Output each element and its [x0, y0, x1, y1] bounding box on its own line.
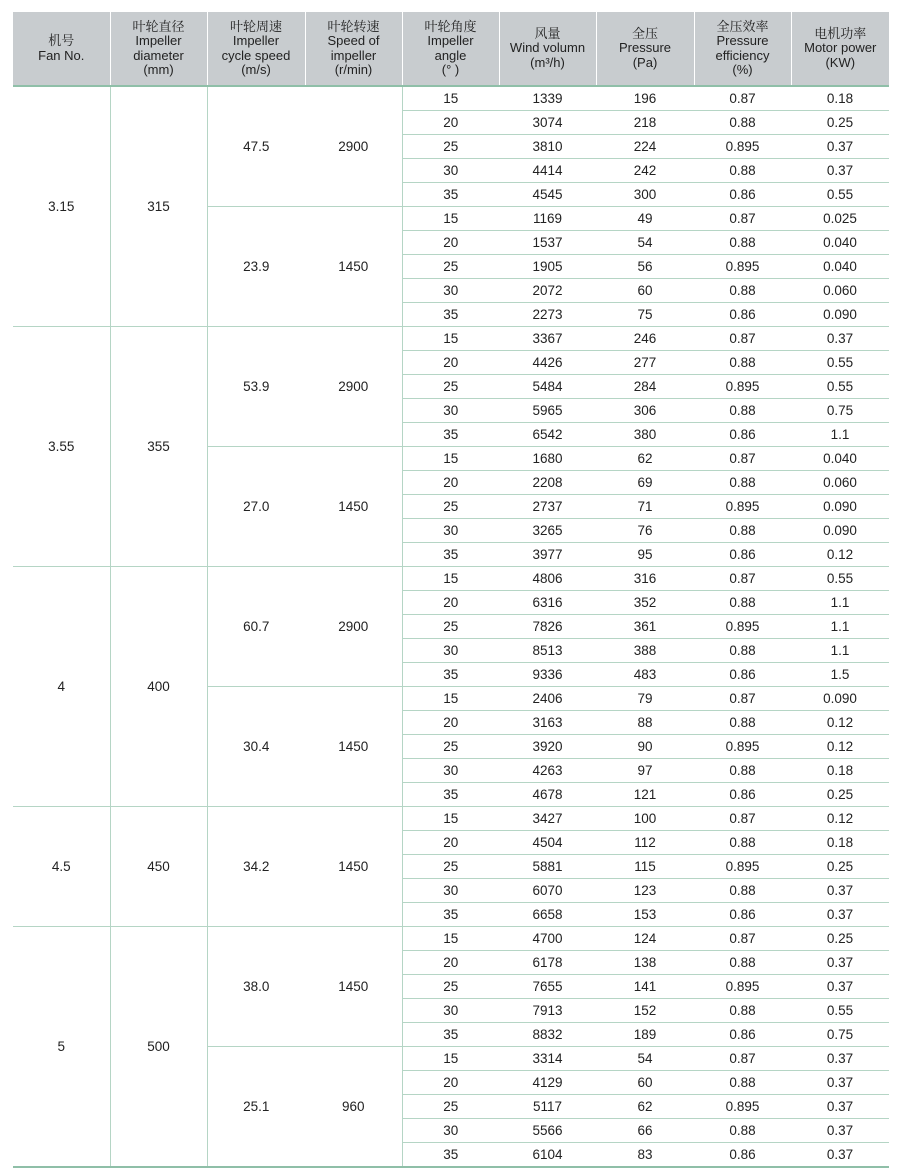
cell-wind-volume: 5566 [499, 1119, 596, 1143]
cell-pressure-efficiency: 0.895 [694, 975, 791, 999]
cell-motor-power: 0.040 [791, 255, 889, 279]
cell-motor-power: 0.25 [791, 855, 889, 879]
cell-impeller-angle: 30 [402, 399, 499, 423]
cell-motor-power: 0.090 [791, 495, 889, 519]
cell-impeller-diameter: 355 [110, 327, 207, 567]
cell-impeller-angle: 15 [402, 327, 499, 351]
cell-pressure: 138 [596, 951, 694, 975]
cell-motor-power: 0.090 [791, 303, 889, 327]
cell-wind-volume: 6070 [499, 879, 596, 903]
cell-impeller-speed: 2900 [305, 327, 402, 447]
cell-motor-power: 1.1 [791, 615, 889, 639]
cell-cycle-speed: 53.9 [207, 327, 305, 447]
cell-pressure-efficiency: 0.86 [694, 1023, 791, 1047]
cell-motor-power: 0.18 [791, 759, 889, 783]
cell-pressure: 76 [596, 519, 694, 543]
cell-impeller-angle: 25 [402, 375, 499, 399]
cell-cycle-speed: 47.5 [207, 86, 305, 207]
cell-pressure-efficiency: 0.88 [694, 279, 791, 303]
cell-pressure-efficiency: 0.88 [694, 471, 791, 495]
cell-wind-volume: 6542 [499, 423, 596, 447]
cell-pressure: 66 [596, 1119, 694, 1143]
cell-impeller-angle: 30 [402, 519, 499, 543]
cell-cycle-speed: 34.2 [207, 807, 305, 927]
table-row [13, 567, 889, 591]
cell-pressure-efficiency: 0.88 [694, 639, 791, 663]
cell-fan-no: 4 [13, 567, 110, 807]
cell-motor-power: 1.1 [791, 423, 889, 447]
cell-pressure-efficiency: 0.88 [694, 999, 791, 1023]
cell-motor-power: 0.25 [791, 111, 889, 135]
cell-wind-volume: 1339 [499, 86, 596, 111]
cell-motor-power: 0.55 [791, 375, 889, 399]
header-pressure: 全压 Pressure (Pa) [596, 12, 694, 86]
cell-motor-power: 0.025 [791, 207, 889, 231]
cell-wind-volume: 2208 [499, 471, 596, 495]
cell-pressure-efficiency: 0.88 [694, 111, 791, 135]
cell-pressure: 242 [596, 159, 694, 183]
cell-pressure: 388 [596, 639, 694, 663]
cell-impeller-angle: 35 [402, 1143, 499, 1168]
cell-pressure-efficiency: 0.88 [694, 159, 791, 183]
cell-wind-volume: 1680 [499, 447, 596, 471]
cell-motor-power: 0.55 [791, 183, 889, 207]
cell-pressure-efficiency: 0.87 [694, 1047, 791, 1071]
cell-pressure: 284 [596, 375, 694, 399]
cell-pressure-efficiency: 0.86 [694, 183, 791, 207]
cell-wind-volume: 4806 [499, 567, 596, 591]
cell-impeller-diameter: 450 [110, 807, 207, 927]
cell-impeller-angle: 30 [402, 879, 499, 903]
table-header-row [13, 12, 889, 86]
cell-impeller-angle: 35 [402, 303, 499, 327]
cell-wind-volume: 3427 [499, 807, 596, 831]
cell-pressure-efficiency: 0.88 [694, 231, 791, 255]
cell-pressure-efficiency: 0.86 [694, 663, 791, 687]
cell-pressure: 75 [596, 303, 694, 327]
cell-pressure-efficiency: 0.895 [694, 495, 791, 519]
cell-impeller-angle: 20 [402, 1071, 499, 1095]
cell-pressure-efficiency: 0.88 [694, 1119, 791, 1143]
cell-pressure-efficiency: 0.895 [694, 1095, 791, 1119]
header-impeller-diameter: 叶轮直径 Impeller diameter (mm) [110, 12, 207, 86]
cell-motor-power: 0.060 [791, 279, 889, 303]
cell-pressure: 224 [596, 135, 694, 159]
cell-motor-power: 0.12 [791, 543, 889, 567]
cell-impeller-angle: 35 [402, 663, 499, 687]
cell-pressure: 62 [596, 447, 694, 471]
cell-pressure-efficiency: 0.87 [694, 927, 791, 951]
cell-motor-power: 0.37 [791, 903, 889, 927]
cell-motor-power: 0.060 [791, 471, 889, 495]
cell-pressure-efficiency: 0.895 [694, 255, 791, 279]
cell-pressure-efficiency: 0.87 [694, 807, 791, 831]
cell-impeller-angle: 35 [402, 183, 499, 207]
cell-impeller-angle: 15 [402, 927, 499, 951]
cell-fan-no: 4.5 [13, 807, 110, 927]
cell-pressure-efficiency: 0.86 [694, 303, 791, 327]
cell-motor-power: 0.18 [791, 831, 889, 855]
cell-impeller-angle: 30 [402, 759, 499, 783]
cell-pressure: 380 [596, 423, 694, 447]
cell-pressure: 316 [596, 567, 694, 591]
cell-impeller-speed: 960 [305, 1047, 402, 1168]
cell-fan-no: 3.55 [13, 327, 110, 567]
cell-pressure-efficiency: 0.895 [694, 735, 791, 759]
cell-wind-volume: 4678 [499, 783, 596, 807]
cell-pressure: 71 [596, 495, 694, 519]
cell-impeller-angle: 25 [402, 615, 499, 639]
cell-pressure-efficiency: 0.86 [694, 423, 791, 447]
cell-wind-volume: 3265 [499, 519, 596, 543]
cell-wind-volume: 6178 [499, 951, 596, 975]
cell-pressure-efficiency: 0.895 [694, 615, 791, 639]
header-fan-no: 机号 Fan No. [13, 12, 110, 86]
cell-impeller-angle: 25 [402, 135, 499, 159]
cell-impeller-angle: 25 [402, 1095, 499, 1119]
cell-impeller-angle: 35 [402, 903, 499, 927]
header-wind-volume: 风量 Wind volumn (m³/h) [499, 12, 596, 86]
table-row [13, 86, 889, 111]
cell-impeller-speed: 1450 [305, 447, 402, 567]
cell-motor-power: 0.37 [791, 975, 889, 999]
cell-motor-power: 0.37 [791, 1095, 889, 1119]
cell-pressure-efficiency: 0.895 [694, 855, 791, 879]
cell-pressure: 115 [596, 855, 694, 879]
cell-wind-volume: 9336 [499, 663, 596, 687]
cell-wind-volume: 4263 [499, 759, 596, 783]
cell-pressure: 88 [596, 711, 694, 735]
cell-wind-volume: 4129 [499, 1071, 596, 1095]
cell-motor-power: 0.37 [791, 1071, 889, 1095]
cell-motor-power: 1.1 [791, 591, 889, 615]
cell-wind-volume: 6658 [499, 903, 596, 927]
cell-fan-no: 5 [13, 927, 110, 1168]
cell-pressure: 361 [596, 615, 694, 639]
cell-pressure: 300 [596, 183, 694, 207]
cell-impeller-angle: 20 [402, 351, 499, 375]
cell-wind-volume: 4700 [499, 927, 596, 951]
cell-impeller-angle: 30 [402, 279, 499, 303]
cell-pressure-efficiency: 0.87 [694, 567, 791, 591]
cell-pressure-efficiency: 0.88 [694, 591, 791, 615]
header-cycle-speed: 叶轮周速 Impeller cycle speed (m/s) [207, 12, 305, 86]
cell-cycle-speed: 38.0 [207, 927, 305, 1047]
cell-impeller-angle: 35 [402, 1023, 499, 1047]
cell-motor-power: 0.040 [791, 231, 889, 255]
fan-performance-table [13, 12, 889, 1168]
cell-impeller-speed: 1450 [305, 807, 402, 927]
cell-pressure-efficiency: 0.88 [694, 879, 791, 903]
cell-pressure: 121 [596, 783, 694, 807]
cell-pressure: 69 [596, 471, 694, 495]
cell-motor-power: 0.12 [791, 711, 889, 735]
table-row [13, 807, 889, 831]
cell-impeller-speed: 1450 [305, 927, 402, 1047]
cell-wind-volume: 1169 [499, 207, 596, 231]
cell-impeller-angle: 15 [402, 207, 499, 231]
header-motor-power: 电机功率 Motor power (KW) [791, 12, 889, 86]
cell-pressure-efficiency: 0.88 [694, 711, 791, 735]
cell-wind-volume: 2072 [499, 279, 596, 303]
table-body [13, 86, 889, 1167]
cell-pressure: 95 [596, 543, 694, 567]
cell-wind-volume: 5484 [499, 375, 596, 399]
cell-pressure-efficiency: 0.88 [694, 831, 791, 855]
cell-impeller-angle: 25 [402, 855, 499, 879]
cell-motor-power: 0.37 [791, 1119, 889, 1143]
cell-impeller-angle: 20 [402, 711, 499, 735]
cell-impeller-angle: 15 [402, 86, 499, 111]
cell-wind-volume: 5881 [499, 855, 596, 879]
cell-pressure: 189 [596, 1023, 694, 1047]
cell-motor-power: 0.37 [791, 951, 889, 975]
cell-impeller-angle: 20 [402, 591, 499, 615]
cell-wind-volume: 3920 [499, 735, 596, 759]
cell-impeller-angle: 15 [402, 567, 499, 591]
cell-motor-power: 0.55 [791, 351, 889, 375]
cell-impeller-diameter: 315 [110, 86, 207, 327]
cell-pressure-efficiency: 0.87 [694, 327, 791, 351]
cell-impeller-angle: 35 [402, 423, 499, 447]
cell-impeller-angle: 30 [402, 639, 499, 663]
cell-impeller-angle: 20 [402, 471, 499, 495]
cell-wind-volume: 3977 [499, 543, 596, 567]
cell-pressure-efficiency: 0.88 [694, 399, 791, 423]
cell-motor-power: 0.12 [791, 807, 889, 831]
cell-wind-volume: 4414 [499, 159, 596, 183]
cell-motor-power: 0.37 [791, 135, 889, 159]
cell-impeller-diameter: 400 [110, 567, 207, 807]
cell-pressure: 141 [596, 975, 694, 999]
cell-pressure: 97 [596, 759, 694, 783]
cell-pressure: 83 [596, 1143, 694, 1168]
cell-pressure: 218 [596, 111, 694, 135]
cell-fan-no: 3.15 [13, 86, 110, 327]
cell-impeller-angle: 25 [402, 255, 499, 279]
cell-impeller-angle: 25 [402, 495, 499, 519]
cell-pressure: 246 [596, 327, 694, 351]
cell-motor-power: 0.37 [791, 879, 889, 903]
cell-motor-power: 0.040 [791, 447, 889, 471]
cell-impeller-angle: 20 [402, 111, 499, 135]
cell-pressure: 196 [596, 86, 694, 111]
cell-pressure-efficiency: 0.87 [694, 207, 791, 231]
cell-cycle-speed: 25.1 [207, 1047, 305, 1168]
cell-motor-power: 0.090 [791, 519, 889, 543]
table-row [13, 327, 889, 351]
cell-pressure: 54 [596, 231, 694, 255]
cell-pressure: 60 [596, 279, 694, 303]
cell-pressure: 277 [596, 351, 694, 375]
cell-wind-volume: 4426 [499, 351, 596, 375]
cell-impeller-angle: 15 [402, 807, 499, 831]
cell-motor-power: 0.25 [791, 783, 889, 807]
cell-motor-power: 0.55 [791, 999, 889, 1023]
cell-wind-volume: 4504 [499, 831, 596, 855]
cell-impeller-diameter: 500 [110, 927, 207, 1168]
cell-wind-volume: 6104 [499, 1143, 596, 1168]
cell-pressure: 112 [596, 831, 694, 855]
cell-wind-volume: 8832 [499, 1023, 596, 1047]
cell-motor-power: 1.1 [791, 639, 889, 663]
cell-pressure: 153 [596, 903, 694, 927]
cell-motor-power: 0.75 [791, 399, 889, 423]
cell-pressure: 152 [596, 999, 694, 1023]
cell-wind-volume: 3163 [499, 711, 596, 735]
cell-motor-power: 0.55 [791, 567, 889, 591]
cell-pressure-efficiency: 0.86 [694, 1143, 791, 1168]
cell-pressure-efficiency: 0.895 [694, 375, 791, 399]
cell-impeller-angle: 30 [402, 159, 499, 183]
cell-wind-volume: 1537 [499, 231, 596, 255]
cell-pressure: 56 [596, 255, 694, 279]
cell-pressure-efficiency: 0.87 [694, 447, 791, 471]
cell-pressure: 123 [596, 879, 694, 903]
cell-pressure: 49 [596, 207, 694, 231]
header-rotation-speed: 叶轮转速 Speed of impeller (r/min) [305, 12, 402, 86]
cell-impeller-angle: 20 [402, 231, 499, 255]
cell-impeller-angle: 25 [402, 735, 499, 759]
cell-motor-power: 0.090 [791, 687, 889, 711]
cell-wind-volume: 5117 [499, 1095, 596, 1119]
cell-motor-power: 0.37 [791, 1047, 889, 1071]
cell-pressure-efficiency: 0.88 [694, 1071, 791, 1095]
cell-impeller-speed: 2900 [305, 567, 402, 687]
cell-pressure-efficiency: 0.88 [694, 951, 791, 975]
table-row [13, 927, 889, 951]
cell-pressure-efficiency: 0.86 [694, 903, 791, 927]
cell-wind-volume: 2273 [499, 303, 596, 327]
cell-wind-volume: 3074 [499, 111, 596, 135]
cell-impeller-angle: 15 [402, 687, 499, 711]
cell-pressure-efficiency: 0.88 [694, 519, 791, 543]
cell-motor-power: 1.5 [791, 663, 889, 687]
cell-pressure-efficiency: 0.88 [694, 759, 791, 783]
cell-impeller-angle: 20 [402, 951, 499, 975]
cell-pressure: 54 [596, 1047, 694, 1071]
cell-wind-volume: 3367 [499, 327, 596, 351]
cell-wind-volume: 7913 [499, 999, 596, 1023]
cell-pressure-efficiency: 0.895 [694, 135, 791, 159]
cell-impeller-angle: 35 [402, 783, 499, 807]
cell-impeller-angle: 30 [402, 999, 499, 1023]
cell-wind-volume: 7826 [499, 615, 596, 639]
cell-pressure: 124 [596, 927, 694, 951]
cell-motor-power: 0.25 [791, 927, 889, 951]
cell-motor-power: 0.37 [791, 159, 889, 183]
cell-wind-volume: 3314 [499, 1047, 596, 1071]
cell-pressure: 306 [596, 399, 694, 423]
header-pressure-efficiency: 全压效率 Pressure efficiency (%) [694, 12, 791, 86]
cell-impeller-angle: 20 [402, 831, 499, 855]
cell-pressure: 60 [596, 1071, 694, 1095]
cell-motor-power: 0.37 [791, 327, 889, 351]
cell-cycle-speed: 23.9 [207, 207, 305, 327]
cell-pressure: 79 [596, 687, 694, 711]
cell-motor-power: 0.75 [791, 1023, 889, 1047]
cell-pressure-efficiency: 0.86 [694, 543, 791, 567]
cell-pressure-efficiency: 0.88 [694, 351, 791, 375]
cell-wind-volume: 5965 [499, 399, 596, 423]
cell-impeller-angle: 15 [402, 447, 499, 471]
cell-pressure: 90 [596, 735, 694, 759]
cell-cycle-speed: 60.7 [207, 567, 305, 687]
cell-impeller-angle: 25 [402, 975, 499, 999]
cell-pressure: 352 [596, 591, 694, 615]
cell-pressure: 62 [596, 1095, 694, 1119]
cell-pressure-efficiency: 0.86 [694, 783, 791, 807]
cell-pressure-efficiency: 0.87 [694, 687, 791, 711]
cell-pressure: 100 [596, 807, 694, 831]
cell-impeller-angle: 35 [402, 543, 499, 567]
cell-wind-volume: 4545 [499, 183, 596, 207]
cell-cycle-speed: 30.4 [207, 687, 305, 807]
header-impeller-angle: 叶轮角度 Impeller angle (° ) [402, 12, 499, 86]
cell-wind-volume: 6316 [499, 591, 596, 615]
cell-motor-power: 0.12 [791, 735, 889, 759]
cell-wind-volume: 2737 [499, 495, 596, 519]
cell-wind-volume: 7655 [499, 975, 596, 999]
cell-cycle-speed: 27.0 [207, 447, 305, 567]
cell-motor-power: 0.37 [791, 1143, 889, 1168]
cell-pressure-efficiency: 0.87 [694, 86, 791, 111]
cell-pressure: 483 [596, 663, 694, 687]
cell-impeller-speed: 1450 [305, 687, 402, 807]
cell-impeller-angle: 30 [402, 1119, 499, 1143]
cell-impeller-angle: 15 [402, 1047, 499, 1071]
cell-wind-volume: 1905 [499, 255, 596, 279]
cell-impeller-speed: 1450 [305, 207, 402, 327]
cell-impeller-speed: 2900 [305, 86, 402, 207]
cell-wind-volume: 2406 [499, 687, 596, 711]
cell-motor-power: 0.18 [791, 86, 889, 111]
cell-wind-volume: 3810 [499, 135, 596, 159]
cell-wind-volume: 8513 [499, 639, 596, 663]
